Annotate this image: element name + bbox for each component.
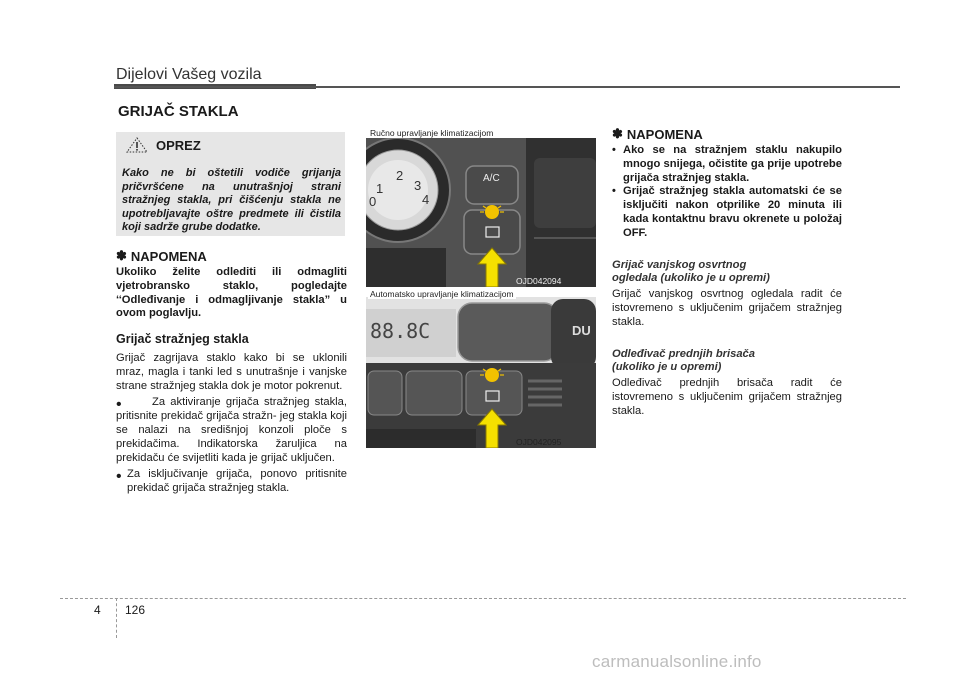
- section-title: GRIJAČ STAKLA: [118, 103, 239, 120]
- warning-icon: [126, 137, 148, 153]
- watermark: carmanualsonline.info: [592, 652, 762, 671]
- header-title: Dijelovi Vašeg vozila: [116, 66, 262, 83]
- rear-heater-title: Grijač stražnjeg stakla: [116, 332, 249, 346]
- dial-label-3: 3: [414, 178, 422, 193]
- asterisk-icon: ✽: [116, 248, 127, 263]
- dial-label-4: 4: [422, 192, 430, 207]
- note-right-header: [612, 126, 842, 142]
- caution-box: [116, 132, 345, 236]
- dial-label-0: 0: [369, 194, 377, 209]
- auto-climate-illustration: [366, 289, 596, 448]
- note-right: [612, 126, 842, 419]
- bullet-icon: •: [612, 185, 616, 198]
- temp-display: 88.8C: [370, 319, 431, 343]
- figure-auto-climate: [366, 289, 596, 448]
- ac-label: A/C: [483, 173, 500, 184]
- wiper-deicer-text: Odleđivač prednjih brisača radit će istovremeno s uključenim grijačem stražnjeg stakla.: [612, 377, 842, 417]
- bullet-icon: •: [116, 468, 122, 486]
- caution-title: OPREZ: [156, 137, 201, 153]
- wiper-deicer-title: Odleđivač prednjih brisača (ukoliko je u opremi): [612, 347, 756, 374]
- figure-caption-2: Automatsko upravljanje klimatizacijom: [370, 289, 514, 299]
- mirror-heater-text: Grijač vanjskog osvrtnog ogledala radit će istovremeno s uključenim grijačem stražnjeg stakla.: [612, 288, 842, 328]
- dial-label-2: 2: [396, 168, 404, 183]
- list-item: [116, 396, 347, 465]
- rear-heater-bullet-2: Za isključivanje grijača, ponovo pritisnite prekidač grijača stražnjeg stakla.: [127, 468, 347, 495]
- page-number: 126: [125, 603, 146, 617]
- note-right-bullet-2: Grijač stražnjeg stakla automatski će se isključiti nakon otprilike 20 minuta ili kada kontaktnu bravu okrenete u položaj OFF.: [623, 185, 842, 239]
- rear-heater-section: [116, 332, 347, 496]
- note-left-title: NAPOMENA: [130, 248, 207, 264]
- note-right-title: NAPOMENA: [626, 126, 703, 142]
- dual-label: DU: [572, 323, 591, 338]
- note-right-bullet-1: Ako se na stražnjem staklu nakupilo mnogo snijega, očistite ga prije upotrebe grijača stražnjeg stakla.: [623, 144, 842, 184]
- bullet-icon: •: [116, 396, 122, 414]
- rear-heater-bullet-1: Za aktiviranje grijača stražnjeg stakla, pritisnite prekidač grijača stražn- jeg stakla koji se nalazi na središnjoj konzoli ploče s prekidačima. Indikatorska žaruljica na prekidaču će svijetliti kada je grijač uključen.: [116, 396, 347, 464]
- figure-caption-1: Ručno upravljanje klimatizacijom: [370, 128, 494, 138]
- note-left: [116, 248, 347, 321]
- asterisk-icon: ✽: [612, 126, 623, 141]
- bullet-icon: •: [612, 144, 616, 156]
- caution-header: [126, 137, 201, 153]
- footer-divider: [116, 598, 117, 638]
- list-item: [612, 185, 842, 240]
- chapter-number: 4: [94, 603, 101, 617]
- figure-code-2: OJD042095: [516, 437, 562, 447]
- list-item: [612, 144, 842, 185]
- figure-manual-climate: [366, 128, 596, 287]
- footer-rule: [60, 598, 906, 599]
- note-left-text: Ukoliko želite odlediti ili odmagliti vjetrobransko staklo, pogledajte ‘‘Odleđivanje i odmagljivanje stakla” u ovom poglavlju.: [116, 266, 347, 320]
- list-item: [116, 468, 347, 496]
- figure-code-1: OJD042094: [516, 276, 562, 286]
- manual-climate-illustration: [366, 128, 596, 287]
- note-left-header: [116, 248, 347, 264]
- rear-heater-intro: Grijač zagrijava staklo kako bi se uklonili mraz, magla i tanki led s unutrašnje i vanjske strane stražnjeg stakla dok je motor pokrenut.: [116, 352, 347, 392]
- mirror-heater-title: Grijač vanjskog osvrtnog ogledala (ukoliko je u opremi): [612, 258, 770, 285]
- header-rule: [114, 86, 900, 88]
- caution-text: Kako ne bi oštetili vodiče grijanja pričvršćene na unutrašnjoj strani stražnjeg stakla, pri čišćenju stakla ne upotrebljavajte oštre predmete ili čistila koji sadrže grube dodatke.: [122, 167, 341, 234]
- dial-label-1: 1: [376, 181, 384, 196]
